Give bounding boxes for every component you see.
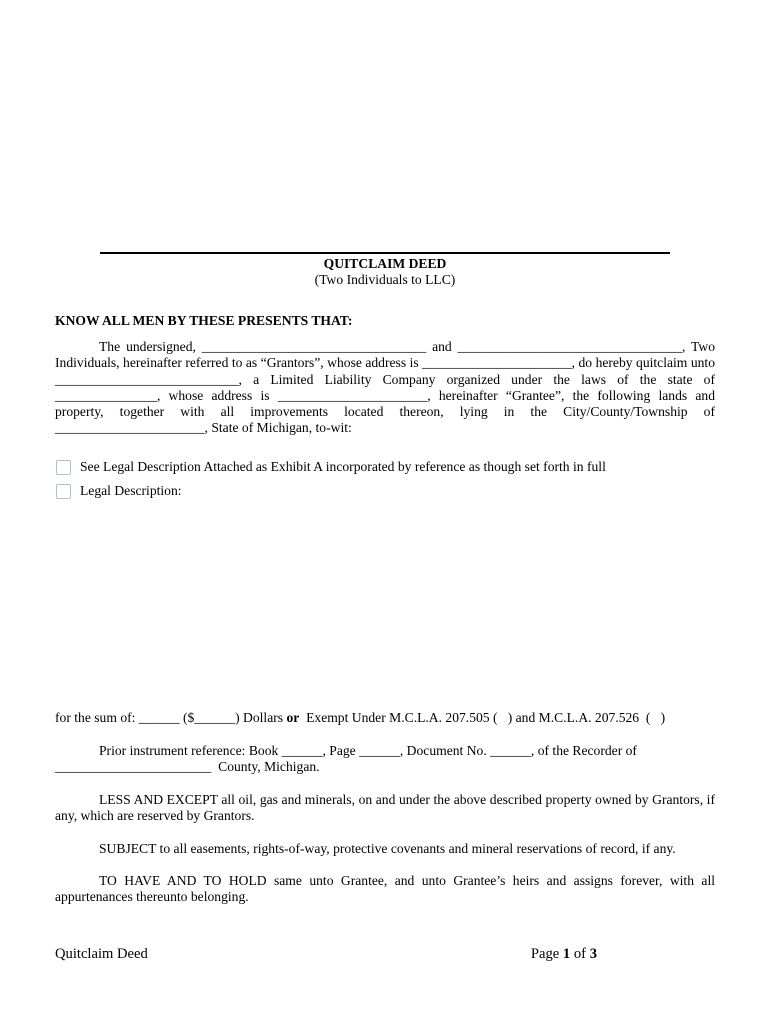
less-and-except-clause: LESS AND EXCEPT all oil, gas and minerals, on and under the above described property owned by Grantors, if any, which are reserved by Grantors. — [55, 792, 715, 824]
footer-doc-name: Quitclaim Deed — [55, 946, 148, 962]
page-total: 3 — [589, 946, 597, 962]
sum-text-after: Exempt Under M.C.L.A. 207.505 ( ) and M.C.L.A. 207.526 ( ) — [299, 710, 666, 725]
consideration-line — [55, 710, 715, 726]
exhibit-a-row — [55, 459, 715, 475]
habendum-clause: TO HAVE AND TO HOLD same unto Grantee, and unto Grantee’s heirs and assigns forever, with all appurtenances thereunto belonging. — [55, 873, 715, 905]
sum-text-before: for the sum of: ______ ($______) Dollars — [55, 710, 287, 725]
legal-description-checkbox[interactable] — [56, 484, 71, 499]
page-word: Page — [530, 946, 560, 962]
exhibit-a-label: See Legal Description Attached as Exhibit A incorporated by reference as though set forth in full — [80, 459, 606, 474]
sum-or-word: or — [286, 710, 300, 725]
legal-description-label: Legal Description: — [80, 483, 182, 498]
legal-description-row — [55, 483, 715, 499]
document-subtitle: (Two Individuals to LLC) — [314, 272, 456, 288]
subject-clause: SUBJECT to all easements, rights-of-way, protective covenants and mineral reservations of record, if any. — [99, 841, 676, 856]
prior-reference-line2: _______________________ County, Michigan. — [55, 759, 320, 775]
page-indicator — [531, 946, 597, 962]
title-block — [55, 252, 715, 289]
opening-paragraph: The undersigned, _________________________________ and _________________________________, Two Individuals, hereinafter referred to as “Grantors”, whose address is ______________________, do hereby quitclaim unto ___________________________, a Limited Liability Company organized under the laws of the state of _______________, whose address is ______________________, hereinafter “Grantee”, the following lands and property, together with all improvements located thereon, lying in the City/County/Township of ______________________, State of Michigan, to-wit: — [55, 339, 715, 436]
document-content — [55, 0, 715, 1024]
exhibit-a-checkbox[interactable] — [56, 460, 71, 475]
page-number: 1 — [562, 946, 571, 962]
presents-heading: KNOW ALL MEN BY THESE PRESENTS THAT: — [55, 313, 353, 328]
prior-instrument-reference — [55, 743, 715, 776]
of-word: of — [573, 946, 587, 962]
document-title: QUITCLAIM DEED — [323, 256, 447, 271]
prior-reference-line1: Prior instrument reference: Book ______, Page ______, Document No. ______, of the Recorder of — [99, 743, 637, 758]
title-divider-line — [100, 252, 670, 254]
